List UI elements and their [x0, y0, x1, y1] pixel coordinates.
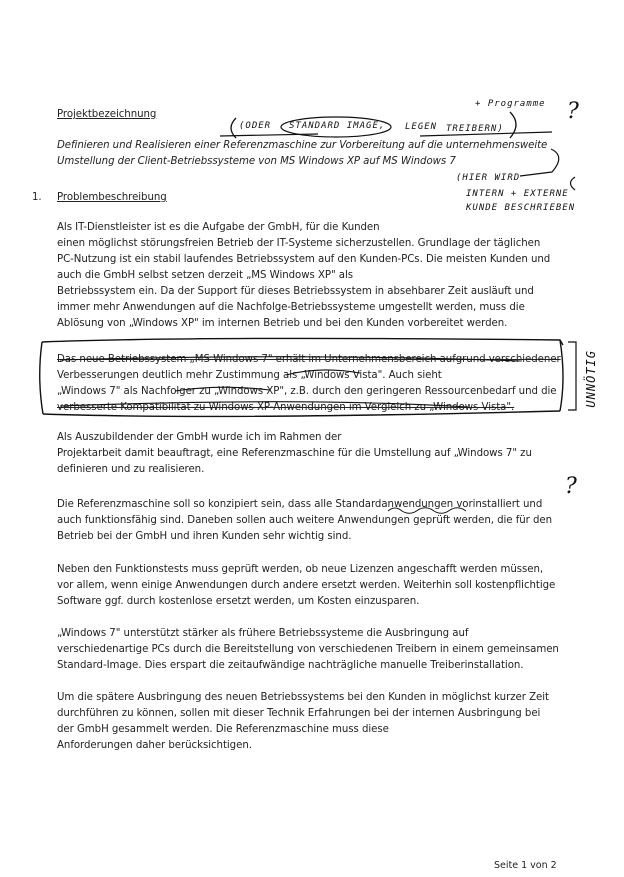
- p4-line: Die Referenzmaschine soll so konzipiert sein, dass alle Standardanwendungen vorinstalliert und: [57, 499, 543, 510]
- p3-line: Als Auszubildender der GmbH wurde ich im Rahmen der: [57, 432, 342, 443]
- p4-line: auch funktionsfähig sind. Daneben sollen auch weitere Anwendungen geprüft werden, die für den: [57, 515, 553, 526]
- project-subtitle-line1: Definieren und Realisieren einer Referenzmaschine zur Vorbereitung auf die unternehmensweite: [57, 140, 548, 151]
- question-mark-2: ?: [565, 474, 577, 499]
- p2-line: verbesserte Kompatibilität zu Windows XP-Anwendungen im Vergleich zu „Windows Vista".: [57, 402, 515, 413]
- p1-line: Als IT-Dienstleister ist es die Aufgabe der GmbH, für die Kunden: [57, 222, 380, 233]
- p3-line: Projektarbeit damit beauftragt, eine Referenzmaschine für die Umstellung auf „Windows 7" zu: [57, 448, 532, 459]
- p7-line: Anforderungen daher berücksichtigen.: [57, 740, 252, 751]
- p4-line: Betrieb bei der GmbH und ihren Kunden sehr wichtig sind.: [57, 531, 352, 542]
- project-heading: Projektbezeichnung: [57, 109, 157, 120]
- p1-line: Betriebssystem ein. Da der Support für dieses Betriebssystem in absehbarer Zeit ausläuft und: [57, 286, 534, 297]
- project-subtitle-line2: Umstellung der Client-Betriebssysteme von MS Windows XP auf MS Windows 7: [57, 156, 456, 167]
- handnote-treibern: TREIBERN): [446, 124, 504, 134]
- p1-line: immer mehr Anwendungen auf die Nachfolge-Betriebssysteme umgestellt werden, muss die: [57, 302, 525, 313]
- p2-line: Das neue Betriebssystem „MS Windows 7" erhält im Unternehmensbereich aufgrund verschiedener: [57, 354, 561, 365]
- section-number: 1.: [32, 192, 42, 203]
- p6-line: Standard-Image. Dies erspart die zeitaufwändige nachträgliche manuelle Treiberinstallation.: [57, 660, 524, 671]
- margin-note-unnoetig: UNNÖTIG: [584, 350, 598, 408]
- question-mark-1: ?: [567, 99, 579, 124]
- p5-line: vor allem, wenn einige Anwendungen durch andere ersetzt werden. Weiterhin soll kostenpflichtige: [57, 580, 556, 591]
- handnote-kunde-beschrieben: KUNDE BESCHRIEBEN: [466, 203, 576, 213]
- section-title: Problembeschreibung: [57, 192, 167, 203]
- handnote-standard-image: STANDARD IMAGE,: [289, 121, 386, 131]
- handnote-programme: + Programme: [475, 99, 546, 109]
- p1-line: auch die GmbH selbst setzen derzeit „MS Windows XP" als: [57, 270, 354, 281]
- p7-line: durchführen zu können, sollen mit dieser Technik Erfahrungen bei der internen Ausbringung bei: [57, 708, 541, 719]
- p5-line: Software ggf. durch kostenlose ersetzt werden, um Kosten einzusparen.: [57, 596, 420, 607]
- handnote-hier-wird: (HIER WIRD: [456, 173, 521, 183]
- p3-line: definieren und zu realisieren.: [57, 464, 205, 475]
- p7-line: Um die spätere Ausbringung des neuen Betriebssystems bei den Kunden in möglichst kurzer Zeit: [57, 692, 549, 703]
- p1-line: einen möglichst störungsfreien Betrieb der IT-Systeme sicherzustellen. Grundlage der täglichen: [57, 238, 541, 249]
- handnote-legen: LEGEN: [405, 122, 438, 132]
- p6-line: „Windows 7" unterstützt stärker als frühere Betriebssysteme die Ausbringung auf: [57, 628, 469, 639]
- p6-line: verschiedenartige PCs durch die Bereitstellung von verschiedenen Treibern in einem gemeinsamen: [57, 644, 559, 655]
- p7-line: der GmbH gesammelt werden. Die Referenzmaschine muss diese: [57, 724, 389, 735]
- page-footer: Seite 1 von 2: [494, 860, 557, 871]
- p1-line: Ablösung von „Windows XP" im internen Betrieb und bei den Kunden vorbereitet werden.: [57, 318, 508, 329]
- p1-line: PC-Nutzung ist ein stabil laufendes Betriebssystem auf den Kunden-PCs. Die meisten Kunden und: [57, 254, 551, 265]
- handnote-intern-externe: INTERN + EXTERNE: [466, 189, 569, 199]
- p5-line: Neben den Funktionstests muss geprüft werden, ob neue Lizenzen angeschafft werden müssen,: [57, 564, 544, 575]
- p2-line: Verbesserungen deutlich mehr Zustimmung als „Windows Vista". Auch sieht: [57, 370, 442, 381]
- handnote-oder: (ODER: [239, 121, 272, 131]
- p2-line: „Windows 7" als Nachfolger zu „Windows XP", z.B. durch den geringeren Ressourcenbedarf und die: [57, 386, 557, 397]
